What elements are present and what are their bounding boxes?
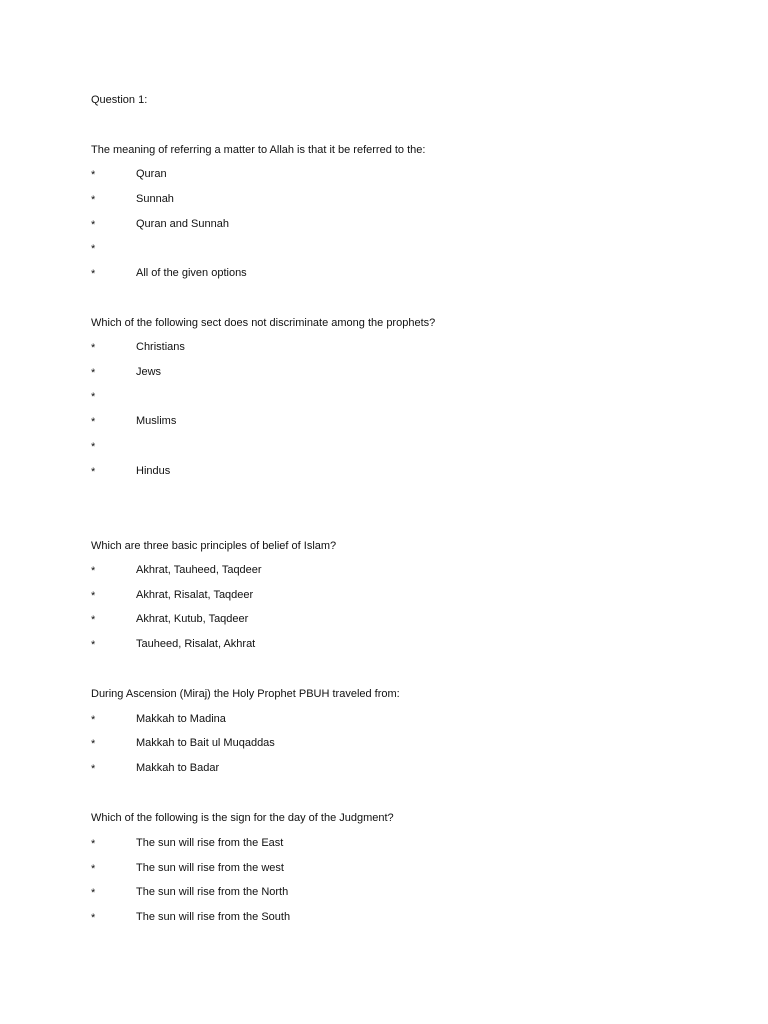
question-4-option-1: Makkah to Madina [136, 713, 226, 725]
question-4-option-2: Makkah to Bait ul Muqaddas [136, 737, 275, 749]
question-1-option-2: Sunnah [136, 193, 174, 205]
question-5-option-1: The sun will rise from the East [136, 837, 284, 849]
bullet: * [91, 639, 96, 651]
bullet: * [91, 441, 96, 453]
question-5-option-3: The sun will rise from the North [136, 886, 289, 898]
bullet: * [91, 342, 96, 354]
bullet: * [91, 219, 96, 231]
bullet: * [91, 466, 96, 478]
bullet: * [91, 763, 96, 775]
bullet: * [91, 243, 96, 255]
bullet: * [91, 416, 96, 428]
bullet: * [91, 169, 96, 181]
question-5-option-2: The sun will rise from the west [136, 862, 284, 874]
question-3-option-1: Akhrat, Tauheed, Taqdeer [136, 564, 262, 576]
question-4-option-3: Makkah to Badar [136, 762, 220, 774]
bullet: * [91, 738, 96, 750]
bullet: * [91, 590, 96, 602]
bullet: * [91, 912, 96, 924]
question-2-option-4: Muslims [136, 415, 177, 427]
question-3-option-4: Tauheed, Risalat, Akhrat [136, 638, 256, 650]
bullet: * [91, 391, 96, 403]
bullet: * [91, 838, 96, 850]
bullet: * [91, 194, 96, 206]
question-5-option-4: The sun will rise from the South [136, 911, 291, 923]
question-2-text: Which of the following sect does not discriminate among the prophets? [91, 317, 436, 329]
bullet: * [91, 268, 96, 280]
bullet: * [91, 863, 96, 875]
document-heading: Question 1: [91, 94, 148, 106]
bullet: * [91, 887, 96, 899]
question-2-option-1: Christians [136, 341, 185, 353]
bullet: * [91, 614, 96, 626]
question-3-text: Which are three basic principles of belief of Islam? [91, 540, 337, 552]
question-1-option-1: Quran [136, 168, 167, 180]
question-3-option-3: Akhrat, Kutub, Taqdeer [136, 613, 249, 625]
question-2-option-6: Hindus [136, 465, 171, 477]
question-1-option-5: All of the given options [136, 267, 247, 279]
question-1-text: The meaning of referring a matter to Allah is that it be referred to the: [91, 144, 426, 156]
question-5-text: Which of the following is the sign for the day of the Judgment? [91, 812, 394, 824]
question-3-option-2: Akhrat, Risalat, Taqdeer [136, 589, 254, 601]
question-2-option-2: Jews [136, 366, 162, 378]
bullet: * [91, 714, 96, 726]
question-4-text: During Ascension (Miraj) the Holy Prophet PBUH traveled from: [91, 688, 400, 700]
question-1-option-3: Quran and Sunnah [136, 218, 229, 230]
bullet: * [91, 565, 96, 577]
bullet: * [91, 367, 96, 379]
